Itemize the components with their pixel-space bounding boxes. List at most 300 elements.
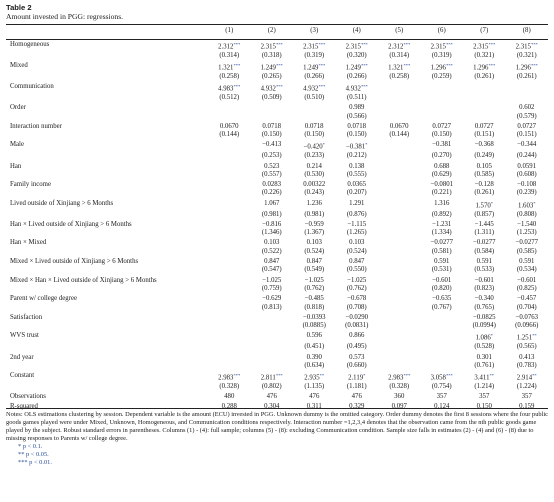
table-notes <box>6 411 548 467</box>
coefficient-cell: 0.0727 <box>474 122 494 130</box>
coefficient-cell <box>251 354 294 362</box>
std-error-cell: (0.813) <box>261 303 282 311</box>
coefficient-cell: −1.540 <box>517 220 537 228</box>
coefficient-cell: −0.0763 <box>515 313 539 321</box>
std-error-cell: (0.150) <box>261 131 282 139</box>
std-error-cell: (0.767) <box>431 303 452 311</box>
table-row-se <box>6 343 548 351</box>
coefficient-cell: 1.570* <box>475 200 494 210</box>
std-error-cell <box>421 362 464 370</box>
regression-table <box>6 27 548 414</box>
std-error-cell: (0.550) <box>346 266 367 274</box>
coefficient-cell <box>378 200 421 211</box>
std-error-cell <box>378 304 421 312</box>
row-label: Mixed <box>10 62 28 70</box>
significance-stars: *** <box>275 63 283 69</box>
std-error-cell: (0.524) <box>304 247 325 255</box>
coefficient-cell: 0.847 <box>349 258 365 266</box>
coefficient-cell: 0.0727 <box>432 122 452 130</box>
coefficient-cell <box>463 83 506 94</box>
coefficient-cell: 0.390 <box>306 353 322 361</box>
table-row-se <box>6 131 548 139</box>
significance-stars: *** <box>488 63 496 69</box>
coefficient-cell: 0.103 <box>349 239 365 247</box>
coefficient-cell: 2.119* <box>348 373 366 382</box>
significance-stars: * <box>322 142 325 148</box>
row-label: Satisfaction <box>10 313 43 321</box>
coefficient-cell: −0.0393 <box>302 313 326 321</box>
significance-stars: *** <box>445 42 453 47</box>
coefficient-cell: 2.315*** <box>345 42 368 51</box>
coefficient-cell: 1.086* <box>475 333 494 342</box>
std-error-cell: (0.150) <box>346 131 367 139</box>
table-caption-label: Table 2 <box>6 3 32 12</box>
coefficient-cell <box>208 221 251 229</box>
std-error-cell <box>421 94 464 102</box>
std-error-cell: (0.0831) <box>345 322 369 330</box>
coefficient-cell: 2.983*** <box>388 373 411 382</box>
std-error-cell: (0.270) <box>431 152 452 160</box>
std-error-cell: (0.328) <box>389 382 410 390</box>
std-error-cell <box>208 362 251 370</box>
coefficient-cell: 1.316 <box>434 199 450 207</box>
significance-stars: * <box>490 200 494 206</box>
row-label-empty <box>6 304 208 312</box>
std-error-cell: (1.367) <box>304 229 325 237</box>
significance-stars: *** <box>403 42 411 47</box>
table-row-se <box>6 113 548 121</box>
std-error-cell <box>463 94 506 102</box>
coefficient-cell: 4.932*** <box>260 84 283 93</box>
std-error-cell <box>251 113 294 121</box>
coefficient-cell: 2.312*** <box>218 42 241 51</box>
row-label-empty <box>6 113 208 121</box>
coefficient-cell: 0.214 <box>306 162 322 170</box>
row-label-empty <box>6 171 208 179</box>
std-error-cell: (0.660) <box>346 361 367 369</box>
table-row <box>6 181 548 189</box>
coefficient-cell: 0.304 <box>264 403 280 411</box>
std-error-cell: (0.0966) <box>515 322 539 330</box>
std-error-cell: (0.266) <box>346 72 367 80</box>
coefficient-cell <box>421 354 464 362</box>
table-row-se <box>6 248 548 256</box>
coefficient-cell: −1.025 <box>304 276 324 284</box>
std-error-cell: (1.334) <box>431 229 452 237</box>
std-error-cell: (0.253) <box>261 152 282 160</box>
significance-stars: *** <box>360 84 368 90</box>
coefficient-cell: 2.315*** <box>473 42 496 51</box>
coefficient-cell: −0.128 <box>474 181 494 189</box>
table-row <box>6 314 548 322</box>
coefficient-cell <box>208 104 251 112</box>
coefficient-cell: −0.0290 <box>345 313 369 321</box>
coefficient-cell: −0.420* <box>303 142 325 151</box>
std-error-cell: (0.557) <box>261 170 282 178</box>
coefficient-cell: 360 <box>394 393 405 401</box>
std-error-cell: (0.522) <box>261 247 282 255</box>
significance-note-10 <box>18 443 548 451</box>
coefficient-cell: −0.340 <box>474 295 494 303</box>
std-error-cell: (0.566) <box>346 112 367 120</box>
std-error-cell: (0.857) <box>474 210 495 218</box>
table-row-se <box>6 211 548 219</box>
coefficient-cell <box>208 200 251 211</box>
significance-stars: ** <box>489 373 495 379</box>
coefficient-cell: 1.296*** <box>515 63 538 72</box>
significance-stars: *** <box>360 42 368 47</box>
table-row-se <box>6 266 548 274</box>
coefficient-cell: 2.312*** <box>388 42 411 51</box>
std-error-cell: (0.226) <box>261 189 282 197</box>
row-label-empty <box>6 94 208 102</box>
std-error-cell: (0.708) <box>346 303 367 311</box>
std-error-cell: (0.221) <box>431 189 452 197</box>
coefficient-cell: 2.811*** <box>260 373 283 382</box>
coefficient-cell: −0.959 <box>304 220 324 228</box>
std-error-cell: (0.258) <box>219 72 240 80</box>
coefficient-cell: −0.0277 <box>472 239 496 247</box>
std-error-cell: (1.181) <box>346 382 367 390</box>
table-row <box>6 163 548 171</box>
coefficient-cell: −1.025 <box>347 276 367 284</box>
row-label: Mixed × Lived outside of Xinjiang > 6 Months <box>10 258 139 266</box>
coefficient-cell: 3.058*** <box>430 373 453 382</box>
std-error-cell: (0.820) <box>431 284 452 292</box>
significance-stars: *** <box>233 84 241 90</box>
row-label: 2nd year <box>10 353 34 361</box>
std-error-cell: (0.534) <box>516 266 537 274</box>
std-error-cell <box>378 322 421 330</box>
std-error-cell: (0.531) <box>431 266 452 274</box>
significance-stars: *** <box>445 63 453 69</box>
std-error-cell <box>251 343 294 351</box>
std-error-cell: (0.981) <box>304 210 325 218</box>
coefficient-cell: −0.457 <box>517 295 537 303</box>
std-error-cell <box>208 343 251 351</box>
coefficient-cell: 1.249*** <box>303 63 326 72</box>
coefficient-cell <box>378 314 421 322</box>
row-label-empty <box>6 152 208 160</box>
significance-stars: * <box>490 333 494 339</box>
coefficient-cell <box>421 332 464 343</box>
coefficient-cell: 0.103 <box>306 239 322 247</box>
significance-stars: *** <box>275 84 283 90</box>
coefficient-cell <box>378 141 421 152</box>
std-error-cell: (0.0994) <box>472 322 496 330</box>
coefficient-cell <box>251 314 294 322</box>
table-row <box>6 354 548 362</box>
row-label: Communication <box>10 83 54 91</box>
significance-note-text: *** p < 0.01. <box>18 459 52 466</box>
coefficient-cell <box>378 104 421 112</box>
std-error-cell <box>378 343 421 351</box>
coefficient-cell: −0.413 <box>262 141 282 149</box>
coefficient-cell: 1.321*** <box>218 63 241 72</box>
column-header-row <box>6 27 548 39</box>
coefficient-cell: 1.296*** <box>473 63 496 72</box>
std-error-cell <box>208 285 251 293</box>
regression-table-body <box>6 41 548 414</box>
std-error-cell <box>506 94 549 102</box>
row-label-empty <box>6 362 208 370</box>
std-error-cell: (0.261) <box>516 72 537 80</box>
coefficient-cell: 0.105 <box>476 162 492 170</box>
table-row <box>6 200 548 211</box>
std-error-cell <box>378 285 421 293</box>
coefficient-cell: 2.983*** <box>218 373 241 382</box>
std-error-cell: (1.311) <box>474 229 495 237</box>
coefficient-cell <box>421 83 464 94</box>
coefficient-cell: 0.573 <box>349 353 365 361</box>
significance-stars: *** <box>233 373 241 379</box>
column-header: (3) <box>310 27 319 34</box>
coefficient-cell: −0.344 <box>517 141 537 149</box>
std-error-cell: (0.314) <box>389 51 410 59</box>
coefficient-cell: 357 <box>521 393 532 401</box>
std-error-cell: (0.151) <box>474 131 495 139</box>
coefficient-cell: 0.591 <box>476 258 492 266</box>
row-label-empty <box>6 285 208 293</box>
std-error-cell: (0.524) <box>346 247 367 255</box>
coefficient-cell: 0.288 <box>221 403 237 411</box>
std-error-cell: (0.321) <box>474 51 495 59</box>
coefficient-cell: −0.601 <box>432 276 452 284</box>
coefficient-cell: −0.635 <box>432 295 452 303</box>
column-header: (4) <box>352 27 361 34</box>
std-error-cell: (0.259) <box>431 72 452 80</box>
coefficient-cell <box>506 83 549 94</box>
coefficient-cell <box>378 277 421 285</box>
coefficient-cell: 2.315*** <box>260 42 283 51</box>
std-error-cell: (0.585) <box>474 170 495 178</box>
std-error-cell <box>378 229 421 237</box>
std-error-cell: (0.608) <box>516 170 537 178</box>
std-error-cell <box>208 266 251 274</box>
coefficient-cell <box>208 239 251 247</box>
coefficient-cell: 1.249*** <box>260 63 283 72</box>
coefficient-cell <box>378 239 421 247</box>
table-row-se <box>6 152 548 160</box>
table-row <box>6 393 548 401</box>
coefficient-cell: 357 <box>436 393 447 401</box>
std-error-cell: (0.547) <box>261 266 282 274</box>
std-error-cell: (0.579) <box>516 112 537 120</box>
column-header: (5) <box>395 27 404 34</box>
coefficient-cell <box>378 181 421 189</box>
top-rule <box>6 24 548 25</box>
coefficient-cell: 0.00322 <box>303 181 326 189</box>
significance-stars: * <box>365 142 368 148</box>
std-error-cell <box>378 152 421 160</box>
std-error-cell <box>378 189 421 197</box>
significance-stars: *** <box>275 373 283 379</box>
coefficient-cell: 0.0718 <box>347 122 367 130</box>
significance-stars: *** <box>318 84 326 90</box>
coefficient-cell: −0.0825 <box>472 313 496 321</box>
std-error-cell: (0.451) <box>304 343 325 351</box>
coefficient-cell <box>208 354 251 362</box>
coefficient-cell <box>421 104 464 112</box>
table-row-se <box>6 229 548 237</box>
coefficient-cell: 4.932*** <box>345 84 368 93</box>
coefficient-cell: 1.321*** <box>388 63 411 72</box>
table-row-se <box>6 52 548 60</box>
std-error-cell: (0.207) <box>346 189 367 197</box>
coefficient-cell: 1.067 <box>264 199 280 207</box>
row-label-empty <box>6 229 208 237</box>
column-header: (6) <box>437 27 446 34</box>
coefficient-cell: 0.0591 <box>517 162 537 170</box>
std-error-cell: (0.761) <box>474 361 495 369</box>
coefficient-cell <box>208 314 251 322</box>
std-error-cell: (0.319) <box>431 51 452 59</box>
std-error-cell: (0.150) <box>431 131 452 139</box>
std-error-cell: (0.512) <box>219 93 240 101</box>
std-error-cell: (0.762) <box>304 284 325 292</box>
coefficient-cell: 3.411** <box>474 373 495 382</box>
std-error-cell: (0.530) <box>304 170 325 178</box>
coefficient-cell: 4.932*** <box>303 84 326 93</box>
std-error-cell <box>208 211 251 219</box>
std-error-cell: (0.150) <box>304 131 325 139</box>
std-error-cell <box>208 113 251 121</box>
coefficient-cell: 0.847 <box>306 258 322 266</box>
row-label-empty <box>6 248 208 256</box>
coefficient-cell: 0.413 <box>519 353 535 361</box>
table-row <box>6 123 548 131</box>
std-error-cell: (1.224) <box>516 382 537 390</box>
coefficient-cell: 0.866 <box>349 332 365 340</box>
coefficient-cell: −1.445 <box>474 220 494 228</box>
coefficient-cell: 0.0670 <box>389 122 409 130</box>
coefficient-cell <box>463 104 506 112</box>
std-error-cell: (0.318) <box>261 51 282 59</box>
coefficient-cell <box>208 295 251 303</box>
std-error-cell: (0.783) <box>516 361 537 369</box>
coefficient-cell: −0.678 <box>347 295 367 303</box>
bottom-rule <box>6 408 548 409</box>
std-error-cell <box>378 171 421 179</box>
std-error-cell: (0.823) <box>474 284 495 292</box>
coefficient-cell: 2.914** <box>516 373 537 382</box>
coefficient-cell: 1.236 <box>306 199 322 207</box>
coefficient-cell: 0.0283 <box>262 181 282 189</box>
coefficient-cell: 0.523 <box>264 162 280 170</box>
row-label: Lived outside of Xinjiang > 6 Months <box>10 199 114 207</box>
std-error-cell <box>378 248 421 256</box>
std-error-cell <box>251 362 294 370</box>
significance-note-01 <box>18 459 548 467</box>
coefficient-cell: −0.601 <box>517 276 537 284</box>
std-error-cell <box>208 322 251 330</box>
table-row-se <box>6 189 548 197</box>
row-label: Han × Mixed <box>10 239 47 247</box>
coefficient-cell: 1.603* <box>517 200 536 210</box>
std-error-cell: (1.265) <box>346 229 367 237</box>
std-error-cell: (0.144) <box>389 131 410 139</box>
coefficient-cell: −1.115 <box>347 220 367 228</box>
coefficient-cell: 0.103 <box>264 239 280 247</box>
significance-stars: *** <box>318 63 326 69</box>
std-error-cell <box>378 211 421 219</box>
std-error-cell: (0.555) <box>346 170 367 178</box>
coefficient-cell: 0.0718 <box>262 122 282 130</box>
coefficient-cell: −0.485 <box>304 295 324 303</box>
std-error-cell: (1.253) <box>516 229 537 237</box>
significance-stars: ** <box>532 373 537 379</box>
coefficient-cell <box>378 221 421 229</box>
std-error-cell: (0.825) <box>516 284 537 292</box>
coefficient-cell: 476 <box>266 393 277 401</box>
coefficient-cell: 476 <box>351 393 362 401</box>
std-error-cell <box>208 304 251 312</box>
row-label: Parent w/ college degree <box>10 295 77 303</box>
std-error-cell: (0.759) <box>261 284 282 292</box>
row-label-empty <box>6 73 208 81</box>
std-error-cell <box>208 229 251 237</box>
column-header: (2) <box>267 27 276 34</box>
std-error-cell: (0.533) <box>474 266 495 274</box>
coefficient-cell: −0.108 <box>517 181 537 189</box>
coefficient-cell: 0.311 <box>306 403 322 411</box>
significance-stars: *** <box>530 63 538 69</box>
table-row <box>6 239 548 247</box>
coefficient-cell <box>208 163 251 171</box>
std-error-cell: (0.754) <box>431 382 452 390</box>
column-header: (8) <box>522 27 531 34</box>
coefficient-cell <box>208 332 251 343</box>
std-error-cell: (0.261) <box>474 72 495 80</box>
coefficient-cell <box>293 104 336 112</box>
coefficient-cell: −0.816 <box>262 220 282 228</box>
table-row-se <box>6 73 548 81</box>
significance-stars: *** <box>445 373 453 379</box>
std-error-cell: (0.876) <box>346 210 367 218</box>
std-error-cell: (0.0885) <box>302 322 326 330</box>
std-error-cell <box>293 113 336 121</box>
table-row-se <box>6 304 548 312</box>
std-error-cell: (0.981) <box>261 210 282 218</box>
std-error-cell: (0.314) <box>219 51 240 59</box>
std-error-cell <box>378 266 421 274</box>
coefficient-cell: −1.025 <box>262 276 282 284</box>
std-error-cell: (0.319) <box>304 51 325 59</box>
std-error-cell: (0.808) <box>516 210 537 218</box>
std-error-cell: (0.818) <box>304 303 325 311</box>
coefficient-cell: 0.989 <box>349 104 365 112</box>
significance-note-05 <box>18 451 548 459</box>
coefficient-cell: 0.138 <box>349 162 365 170</box>
row-label-empty <box>6 52 208 60</box>
std-error-cell: (0.629) <box>431 170 452 178</box>
std-error-cell <box>251 322 294 330</box>
row-label-empty <box>6 343 208 351</box>
coefficient-cell <box>378 332 421 343</box>
coefficient-cell: −0.0801 <box>430 181 454 189</box>
coefficient-cell <box>378 83 421 94</box>
table-row <box>6 141 548 152</box>
notes-text: Notes: OLS estimations clustering by session. Dependent variable is the amount (ECU) invested in PGG. Unknown dummy is the omitted category. Order dummy denotes the first 8 sessions where the four public goods games played were under Mixed, Unknown, Homogeneous, and Communication conditions respectively. Interaction number =1,2,3,4 denotes that the observation came from the nth public goods game played by the subject. Robust standard errors in parentheses. Columns (1) - (4): full sample; columns (5) - (8): excluding Communication condition. Sample size falls in estimates (2) - (4) and (6) - (8) due to missing responses to Parents w/ college degree. <box>6 411 548 442</box>
table-row <box>6 372 548 383</box>
coefficient-cell: 0.847 <box>264 258 280 266</box>
std-error-cell: (0.495) <box>346 343 367 351</box>
std-error-cell: (0.144) <box>219 131 240 139</box>
coefficient-cell: 2.315*** <box>515 42 538 51</box>
significance-stars: *** <box>360 63 368 69</box>
coefficient-cell: 2.315*** <box>303 42 326 51</box>
coefficient-cell <box>421 314 464 322</box>
